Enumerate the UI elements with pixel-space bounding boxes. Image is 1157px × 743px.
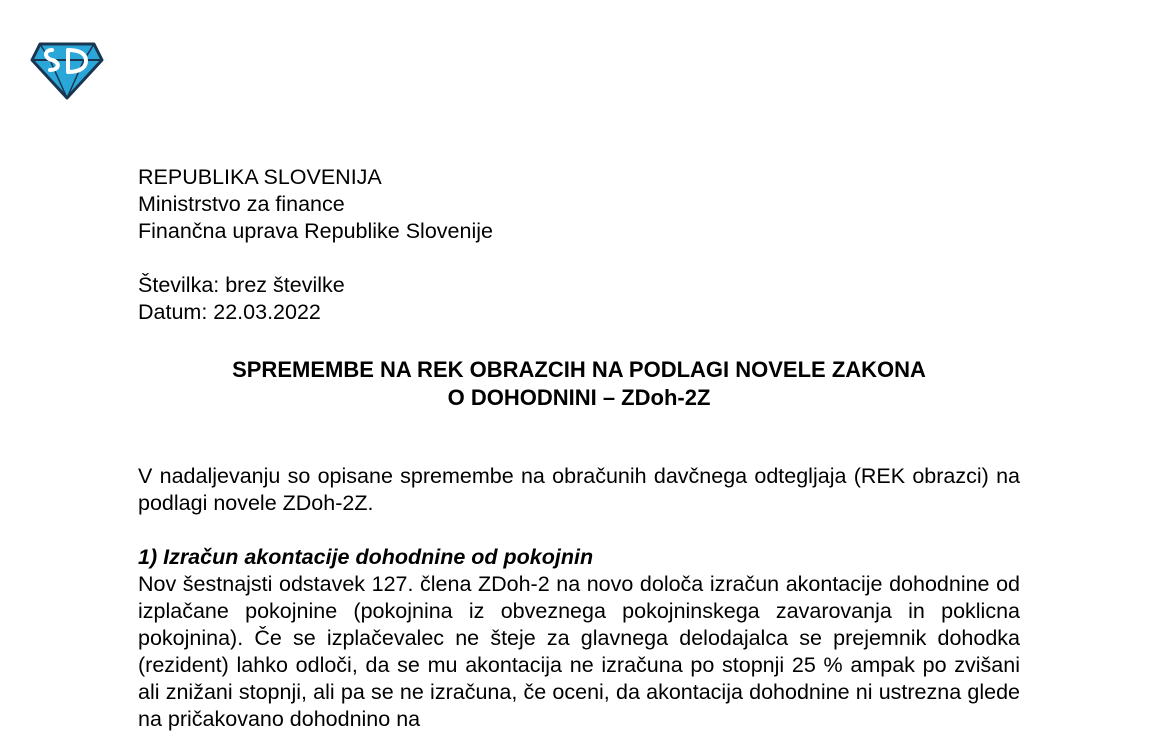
intro-paragraph: V nadaljevanju so opisane spremembe na obračunih davčnega odtegljaja (REK obrazci) na podlagi novele ZDoh-2Z. [138, 464, 1020, 515]
document-number: Številka: brez številke [138, 273, 345, 297]
document-body [138, 164, 1020, 733]
issuer-agency: Finančna uprava Republike Slovenije [138, 219, 493, 243]
document-meta [138, 272, 1020, 326]
issuer-country: REPUBLIKA SLOVENIJA [138, 165, 382, 189]
document-title-line-2: O DOHODNINI – ZDoh-2Z [447, 385, 711, 410]
document-date: Datum: 22.03.2022 [138, 300, 321, 324]
issuer-address [138, 164, 1020, 245]
issuer-ministry: Ministrstvo za finance [138, 192, 345, 216]
section-1-heading: 1) Izračun akontacije dohodnine od pokojnin [138, 545, 594, 569]
sd-diamond-logo-icon [30, 40, 104, 100]
document-title-line-1: SPREMEMBE NA REK OBRAZCIH NA PODLAGI NOVELE ZAKONA [232, 357, 926, 382]
document-title [138, 356, 1020, 412]
section-1-body: Nov šestnajsti odstavek 127. člena ZDoh-2 na novo določa izračun akontacije dohodnine od izplačane pokojnine (pokojnina iz obveznega pokojninskega zavarovanja in poklicna pokojnina). Če se izplačevalec ne šteje za glavnega delodajalca se prejemnik dohodka (rezident) lahko odloči, da se mu akontacija ne izračuna po stopnji 25 % ampak po zvišani ali znižani stopnji, ali pa se ne izračuna, če oceni, da akontacija dohodnine ni ustrezna glede na pričakovano dohodnino na [138, 572, 1020, 731]
